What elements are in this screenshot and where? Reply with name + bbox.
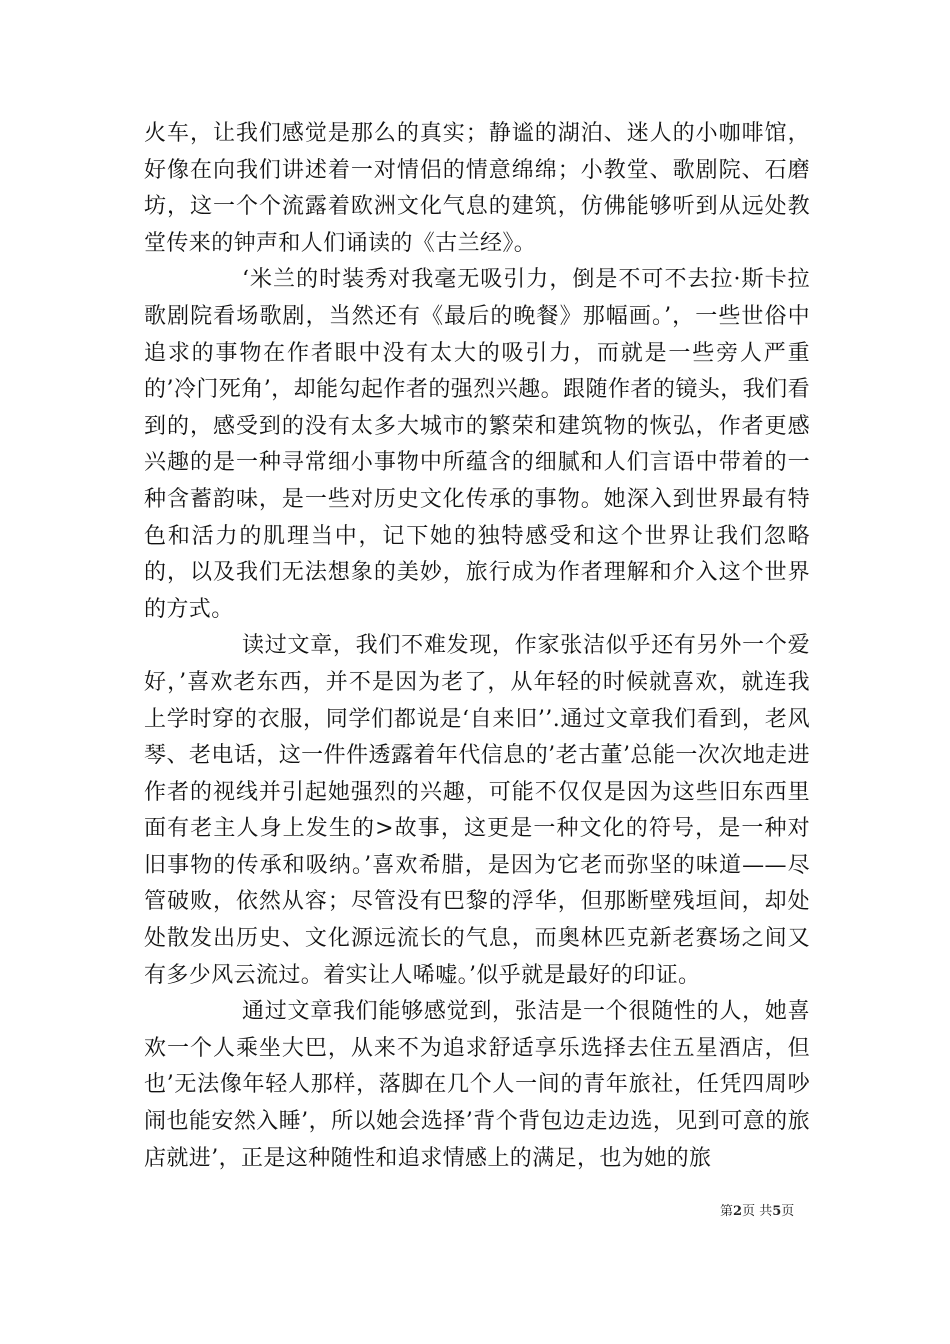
footer-prefix: 第: [720, 1204, 734, 1219]
page-number: 2: [733, 1204, 743, 1219]
footer-suffix: 页: [781, 1204, 795, 1219]
article-body: [144, 116, 810, 1177]
paragraph-old-things: 读过文章，我们不难发现，作家张洁似乎还有另外一个爱好，’喜欢老东西，并不是因为老了，从年轻的时候就喜欢，就连我上学时穿的衣服，同学们都说是‘自来旧’’.通过文章我们看到，老风琴、老电话，这一件件透露着年代信息的’老古董’总能一次次地走进作者的视线并引起她强烈的兴趣，可能不仅仅是因为这些旧东西里面有老主人身上发生的>故事，这更是一种文化的符号，是一种对旧事物的传承和吸纳。’喜欢希腊，是因为它老而弥坚的味道——尽管破败，依然从容；尽管没有巴黎的浮华，但那断壁残垣间，却处处散发出历史、文化源远流长的气息，而奥林匹克新老赛场之间又有多少风云流过。着实让人唏嘘。’似乎就是最好的印证。: [144, 633, 810, 988]
paragraph-milan: ‘米兰的时装秀对我毫无吸引力，倒是不可不去拉·斯卡拉歌剧院看场歌剧，当然还有《最后的晚餐》那幅画。’，一些世俗中追求的事物在作者眼中没有太大的吸引力，而就是一些旁人严重的’冷门死角’，却能勾起作者的强烈兴趣。跟随作者的镜头，我们看到的，感受到的没有太多大城市的繁荣和建筑物的恢弘，作者更感兴趣的是一种寻常细小事物中所蕴含的细腻和人们言语中带着的一种含蓄韵味，是一些对历史文化传承的事物。她深入到世界最有特色和活力的肌理当中，记下她的独特感受和这个世界让我们忽略的，以及我们无法想象的美妙，旅行成为作者理解和介入这个世界的方式。: [144, 267, 810, 622]
footer-middle: 页 共: [742, 1204, 773, 1219]
paragraph-continuation: 火车，让我们感觉是那么的真实；静谧的湖泊、迷人的小咖啡馆，好像在向我们讲述着一对情侣的情意绵绵；小教堂、歌剧院、石磨坊，这一个个流露着欧洲文化气息的建筑，仿佛能够听到从远处教堂传来的钟声和人们诵读的《古兰经》。: [144, 121, 810, 256]
total-pages: 5: [772, 1204, 782, 1219]
paragraph-casual-travel: 通过文章我们能够感觉到，张洁是一个很随性的人，她喜欢一个人乘坐大巴，从来不为追求舒适享乐选择去住五星酒店，但也’无法像年轻人那样，落脚在几个人一间的青年旅社，任凭四周吵闹也能安然入睡’，所以她会选择’背个背包边走边选，见到可意的旅店就进’，正是这种随性和追求情感上的满足，也为她的旅: [144, 999, 810, 1171]
page-footer: [720, 1204, 830, 1220]
